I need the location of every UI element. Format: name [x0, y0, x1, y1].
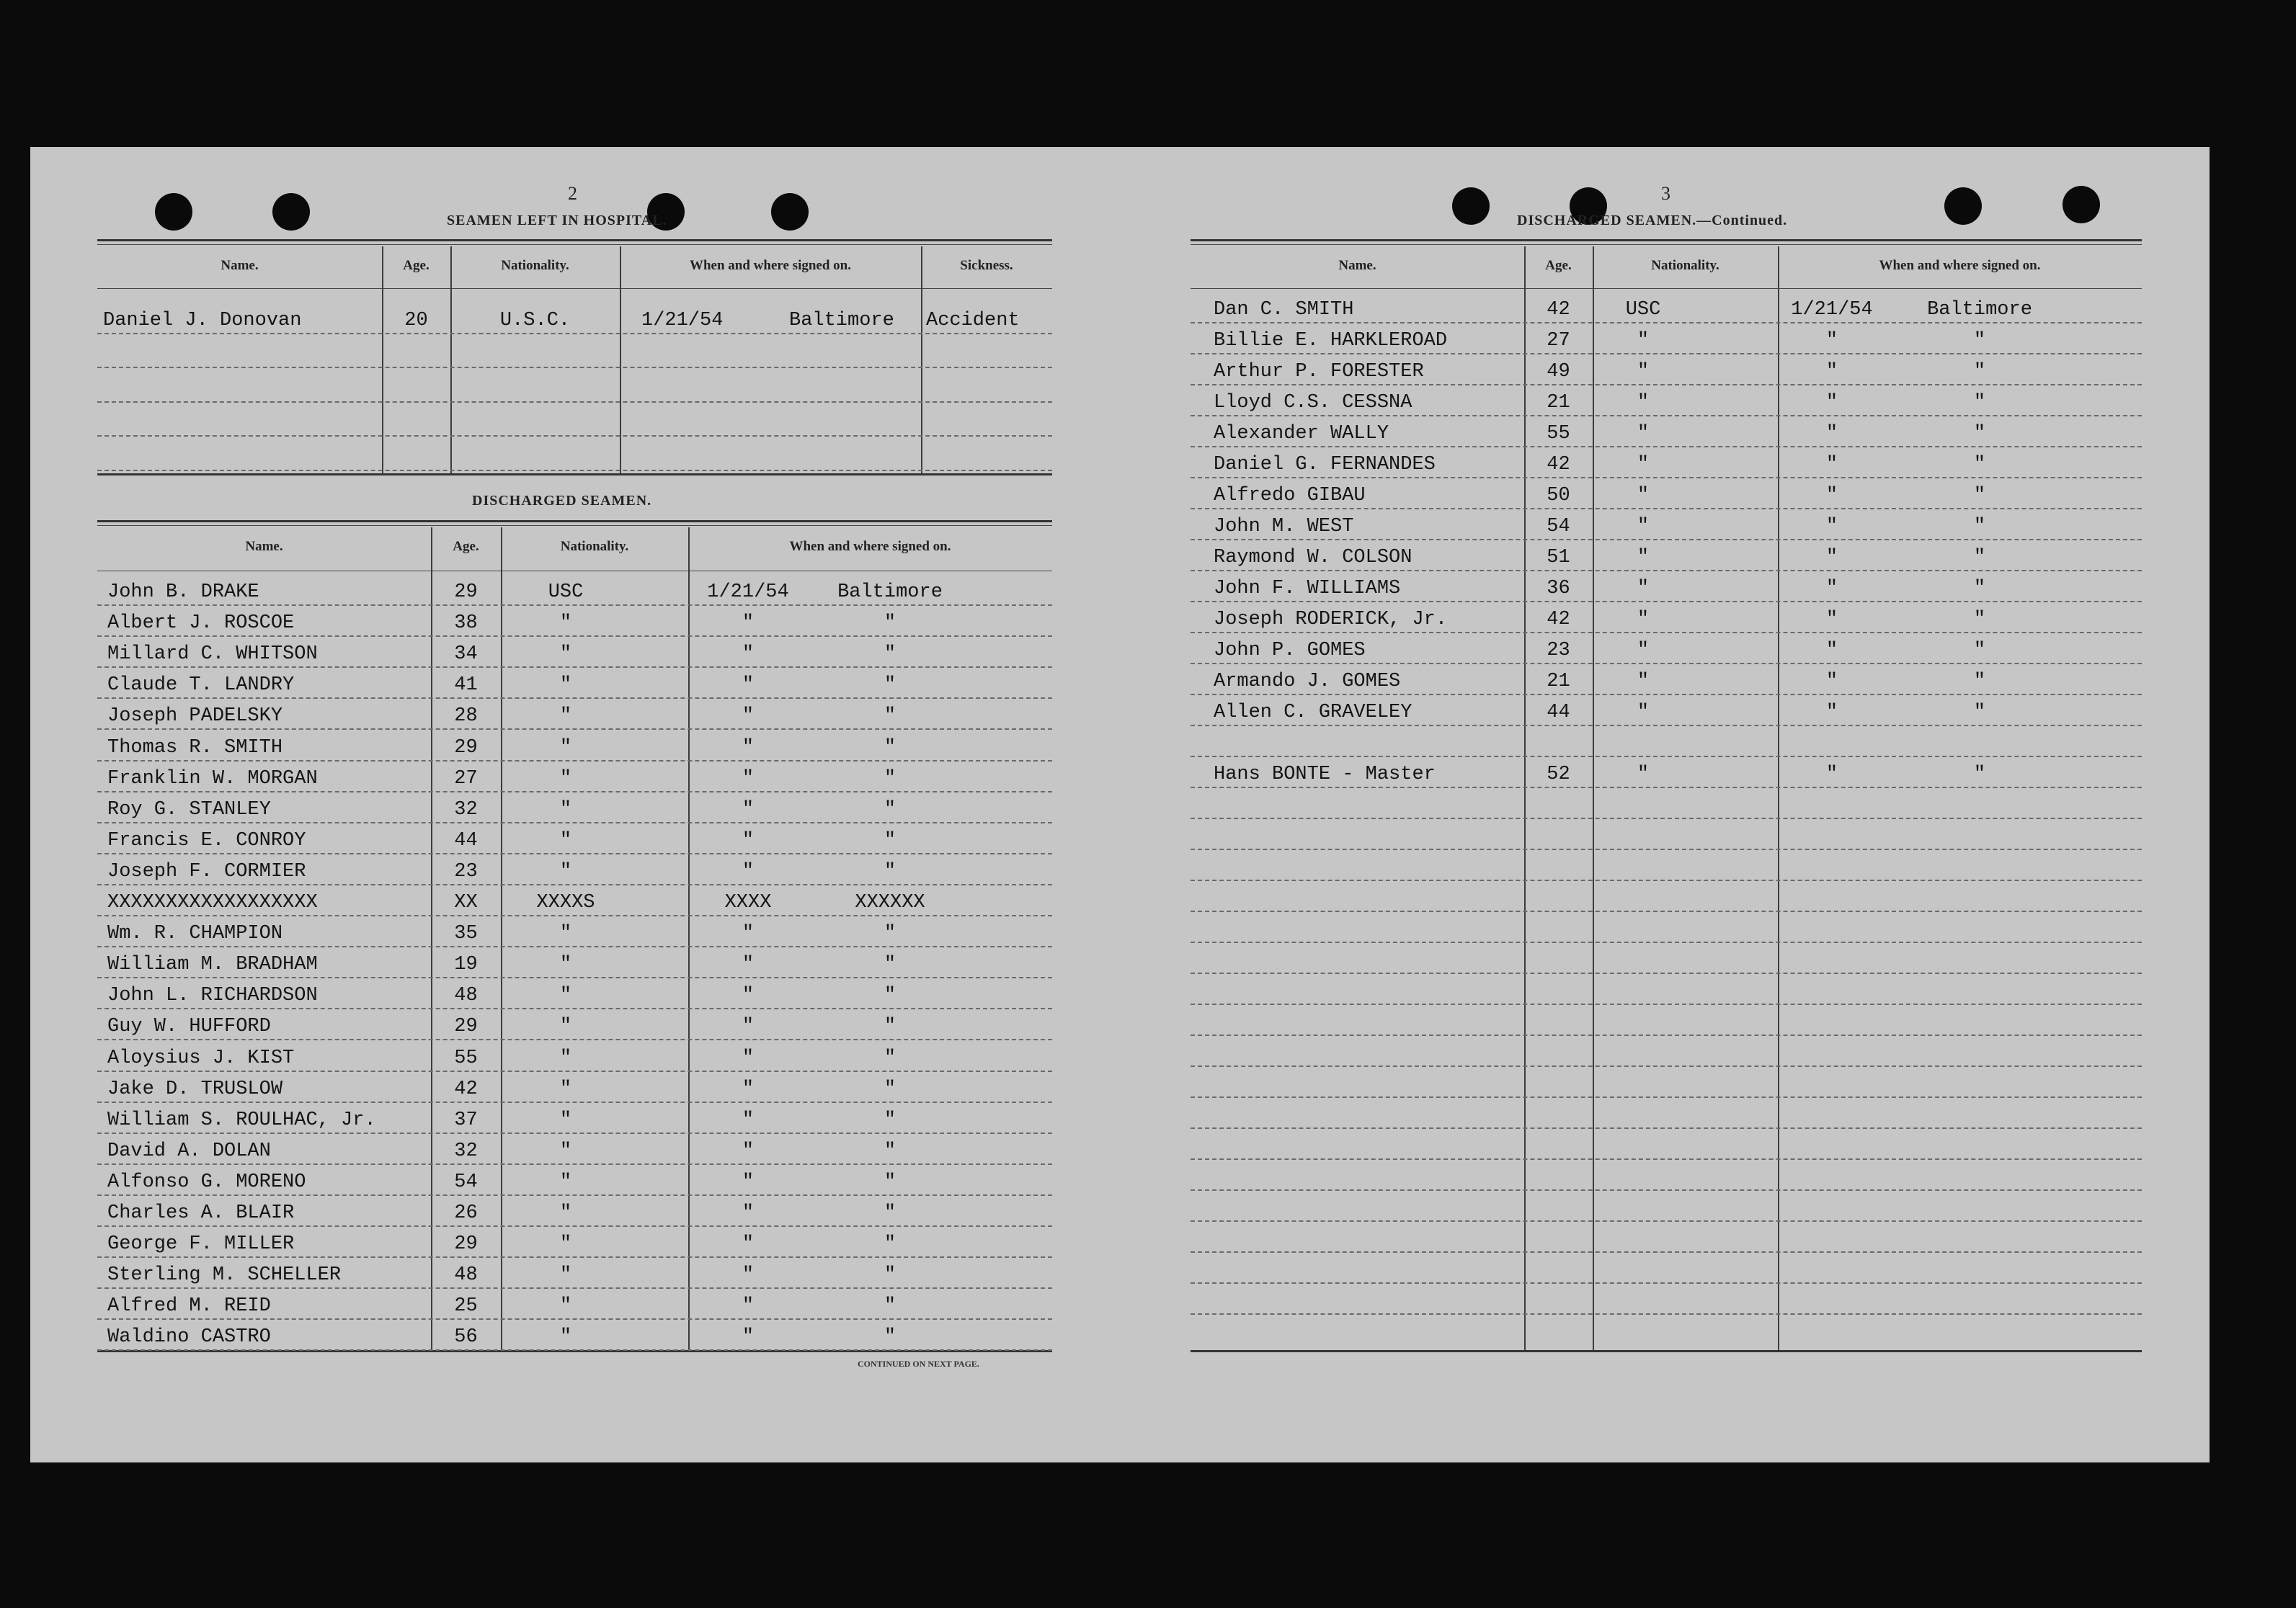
- cell-nationality: ": [559, 705, 572, 728]
- cell-nationality: ": [1637, 330, 1650, 352]
- punch-hole: [272, 193, 310, 231]
- table-row: [97, 666, 1052, 699]
- cell-name: Waldino CASTRO: [107, 1326, 271, 1349]
- cell-place: ": [1973, 671, 1986, 692]
- table-row: [97, 635, 1052, 668]
- cell-age: 29: [454, 1233, 478, 1256]
- table-row: [1191, 601, 2142, 633]
- cell-place: ": [884, 1047, 896, 1069]
- page-number-right: 3: [1661, 183, 1670, 204]
- cell-name: Dan C. SMITH: [1214, 299, 1354, 321]
- cell-name: Raymond W. COLSON: [1214, 547, 1412, 568]
- cell-nationality: ": [559, 1326, 572, 1349]
- col-header-age: Age.: [403, 258, 430, 273]
- cell-age: 54: [1547, 516, 1570, 537]
- cell-place: ": [884, 1171, 896, 1193]
- cell-age: 42: [1547, 454, 1570, 475]
- table-row: [1191, 818, 2142, 850]
- cell-place: ": [884, 1016, 896, 1038]
- hospital-table: [97, 239, 1052, 478]
- cell-name: Franklin W. MORGAN: [107, 767, 318, 790]
- cell-place: ": [884, 954, 896, 976]
- cell-age: 36: [1547, 578, 1570, 599]
- cell-place: ": [884, 612, 896, 635]
- table-row: [1191, 725, 2142, 757]
- cell-name: Claude T. LANDRY: [107, 674, 295, 697]
- table-row: [97, 1040, 1052, 1072]
- col-header-nationality: Nationality.: [1651, 258, 1719, 273]
- cell-date: ": [742, 736, 755, 759]
- cell-date: ": [742, 705, 755, 728]
- cell-date: ": [1825, 423, 1838, 445]
- cell-name: John P. GOMES: [1214, 640, 1366, 661]
- col-header-nationality: Nationality.: [501, 258, 569, 273]
- cell-date: ": [742, 1233, 755, 1256]
- cell-name: Allen C. GRAVELEY: [1214, 702, 1412, 723]
- discharged-continued-title: DISCHARGED SEAMEN.—Continued.: [1517, 213, 1788, 228]
- cell-date: ": [742, 1140, 755, 1162]
- cell-name: Wm. R. CHAMPION: [107, 923, 283, 945]
- cell-name: Albert J. ROSCOE: [107, 612, 295, 635]
- cell-date: 1/21/54: [1791, 299, 1873, 321]
- cell-name: Charles A. BLAIR: [107, 1202, 295, 1225]
- cell-place: ": [884, 923, 896, 945]
- cell-name: Lloyd C.S. CESSNA: [1214, 392, 1412, 414]
- cell-name: Joseph F. CORMIER: [107, 860, 306, 883]
- table-row: [1191, 1066, 2142, 1098]
- col-header-signed-on: When and where signed on.: [689, 258, 851, 273]
- cell-nationality: ": [559, 860, 572, 883]
- table-row: [97, 1163, 1052, 1196]
- cell-name: Guy W. HUFFORD: [107, 1016, 271, 1038]
- table-row: [97, 401, 1052, 437]
- table-row: [97, 760, 1052, 792]
- table-row: [1191, 384, 2142, 416]
- cell-age: 21: [1547, 392, 1570, 414]
- cell-nationality: ": [559, 612, 572, 635]
- cell-date: ": [742, 829, 755, 852]
- punch-hole: [771, 193, 809, 231]
- cell-name: Millard C. WHITSON: [107, 643, 318, 666]
- table-row: [1191, 1189, 2142, 1222]
- cell-place: ": [1973, 764, 1986, 785]
- continued-note: CONTINUED ON NEXT PAGE.: [858, 1359, 979, 1369]
- cell-nationality: ": [1637, 454, 1650, 475]
- table-row: [97, 573, 1052, 606]
- table-row: [97, 853, 1052, 885]
- cell-date: ": [1825, 578, 1838, 599]
- col-header-age: Age.: [453, 539, 479, 554]
- cell-nationality: XXXXS: [536, 892, 595, 914]
- cell-age: 50: [1547, 485, 1570, 506]
- cell-age: 52: [1547, 764, 1570, 785]
- cell-nationality: ": [559, 1233, 572, 1256]
- cell-place: ": [884, 1140, 896, 1162]
- cell-age: 25: [454, 1295, 478, 1318]
- cell-date: 1/21/54: [707, 581, 789, 604]
- cell-place: ": [884, 643, 896, 666]
- table-row: [1191, 1127, 2142, 1160]
- cell-age: 27: [454, 767, 478, 790]
- cell-date: ": [742, 1326, 755, 1349]
- cell-place: ": [1973, 392, 1986, 414]
- table-row: [1191, 477, 2142, 509]
- cell-name: Joseph RODERICK, Jr.: [1214, 609, 1448, 630]
- cell-age: 55: [454, 1047, 478, 1069]
- table-row: [1191, 787, 2142, 819]
- cell-place: ": [884, 1109, 896, 1131]
- cell-name: Daniel J. Donovan: [103, 309, 302, 331]
- cell-date: ": [742, 1109, 755, 1131]
- cell-name: Jake D. TRUSLOW: [107, 1078, 283, 1100]
- cell-name: Sterling M. SCHELLER: [107, 1264, 342, 1287]
- cell-place: ": [884, 1078, 896, 1100]
- cell-nationality: ": [559, 643, 572, 666]
- cell-nationality: ": [559, 1109, 572, 1131]
- table-row: [1191, 291, 2142, 323]
- cell-nationality: ": [1637, 423, 1650, 445]
- cell-name: Billie E. HARKLEROAD: [1214, 330, 1448, 352]
- col-header-signed-on: When and where signed on.: [1879, 258, 2041, 273]
- cell-name: Hans BONTE - Master: [1214, 764, 1436, 785]
- cell-age: 23: [1547, 640, 1570, 661]
- cell-age: 56: [454, 1326, 478, 1349]
- col-header-nationality: Nationality.: [560, 539, 629, 554]
- cell-date: ": [742, 1295, 755, 1318]
- cell-date: ": [1825, 547, 1838, 568]
- cell-place: ": [1973, 423, 1986, 445]
- cell-name: John F. WILLIAMS: [1214, 578, 1401, 599]
- cell-place: ": [884, 1233, 896, 1256]
- cell-age: 42: [1547, 299, 1570, 321]
- cell-name: David A. DOLAN: [107, 1140, 271, 1162]
- cell-place: ": [884, 1264, 896, 1287]
- cell-name: XXXXXXXXXXXXXXXXXX: [107, 892, 318, 914]
- col-header-age: Age.: [1545, 258, 1572, 273]
- cell-place: ": [1973, 547, 1986, 568]
- cell-place: ": [884, 767, 896, 790]
- table-row: [97, 1225, 1052, 1258]
- table-row: [1191, 911, 2142, 943]
- cell-nationality: ": [559, 1202, 572, 1225]
- cell-age: 20: [404, 309, 428, 331]
- table-row: [97, 1256, 1052, 1289]
- cell-date: ": [1825, 702, 1838, 723]
- cell-name: Francis E. CONROY: [107, 829, 306, 852]
- cell-name: Aloysius J. KIST: [107, 1047, 295, 1069]
- cell-nationality: ": [1637, 609, 1650, 630]
- cell-date: ": [1825, 485, 1838, 506]
- table-row: [97, 604, 1052, 637]
- cell-age: 44: [1547, 702, 1570, 723]
- cell-age: 32: [454, 798, 478, 821]
- cell-place: ": [1973, 609, 1986, 630]
- table-row: [97, 915, 1052, 947]
- table-row: [97, 1071, 1052, 1103]
- cell-name: Thomas R. SMITH: [107, 736, 283, 759]
- cell-nationality: USC: [548, 581, 584, 604]
- cell-nationality: ": [1637, 671, 1650, 692]
- table-row: [1191, 694, 2142, 726]
- punch-hole: [2063, 186, 2100, 223]
- cell-nationality: ": [559, 798, 572, 821]
- cell-nationality: ": [559, 1295, 572, 1318]
- cell-place: ": [1973, 578, 1986, 599]
- cell-date: ": [742, 1078, 755, 1100]
- cell-date: ": [742, 954, 755, 976]
- table-row: [97, 1287, 1052, 1320]
- cell-place: ": [884, 674, 896, 697]
- cell-age: 29: [454, 1016, 478, 1038]
- cell-nationality: ": [1637, 547, 1650, 568]
- cell-date: ": [742, 1047, 755, 1069]
- cell-age: 29: [454, 581, 478, 604]
- page-number-left: 2: [568, 183, 577, 204]
- cell-nationality: ": [559, 954, 572, 976]
- cell-nationality: USC: [1625, 299, 1661, 321]
- cell-name: John L. RICHARDSON: [107, 985, 318, 1007]
- cell-place: Baltimore: [1927, 299, 2032, 321]
- cell-name: Joseph PADELSKY: [107, 705, 283, 728]
- cell-place: ": [884, 985, 896, 1007]
- table-row: [1191, 353, 2142, 385]
- cell-age: 28: [454, 705, 478, 728]
- cell-nationality: ": [559, 674, 572, 697]
- cell-nationality: ": [1637, 764, 1650, 785]
- table-row: [1191, 849, 2142, 881]
- cell-name: Alfonso G. MORENO: [107, 1171, 306, 1193]
- cell-place: ": [1973, 330, 1986, 352]
- cell-name: Alfredo GIBAU: [1214, 485, 1366, 506]
- table-row: [97, 435, 1052, 471]
- cell-name: Alfred M. REID: [107, 1295, 271, 1318]
- cell-nationality: ": [1637, 485, 1650, 506]
- cell-nationality: ": [1637, 578, 1650, 599]
- cell-age: 41: [454, 674, 478, 697]
- cell-nationality: ": [559, 1140, 572, 1162]
- cell-date: 1/21/54: [641, 309, 724, 331]
- cell-name: George F. MILLER: [107, 1233, 295, 1256]
- table-row: [1191, 663, 2142, 695]
- cell-age: 27: [1547, 330, 1570, 352]
- cell-nationality: ": [559, 1016, 572, 1038]
- discharged-table-right: [1191, 239, 2142, 1354]
- cell-date: ": [742, 923, 755, 945]
- cell-date: ": [1825, 764, 1838, 785]
- cell-age: 48: [454, 985, 478, 1007]
- cell-age: 54: [454, 1171, 478, 1193]
- cell-place: ": [1973, 454, 1986, 475]
- cell-place: ": [1973, 485, 1986, 506]
- table-row: [97, 822, 1052, 854]
- table-row: [97, 367, 1052, 403]
- cell-age: 21: [1547, 671, 1570, 692]
- table-row: [1191, 415, 2142, 447]
- cell-date: ": [742, 1171, 755, 1193]
- cell-age: 42: [1547, 609, 1570, 630]
- cell-date: ": [1825, 392, 1838, 414]
- table-row: [97, 1102, 1052, 1134]
- cell-age: XX: [454, 892, 478, 914]
- cell-nationality: ": [559, 985, 572, 1007]
- cell-age: 44: [454, 829, 478, 852]
- cell-place: ": [884, 705, 896, 728]
- cell-date: ": [742, 1264, 755, 1287]
- table-row: [1191, 508, 2142, 540]
- cell-place: ": [884, 1295, 896, 1318]
- punch-hole: [155, 193, 192, 231]
- table-row: [1191, 1220, 2142, 1253]
- cell-place: ": [884, 1326, 896, 1349]
- table-row: [1191, 973, 2142, 1005]
- table-row: [97, 298, 1052, 334]
- table-row: [1191, 942, 2142, 974]
- cell-place: ": [1973, 640, 1986, 661]
- table-row: [97, 1008, 1052, 1040]
- discharged-table-left: [97, 520, 1052, 1354]
- table-row: [97, 946, 1052, 978]
- cell-name: Alexander WALLY: [1214, 423, 1389, 445]
- cell-age: 38: [454, 612, 478, 635]
- table-row: [97, 1318, 1052, 1351]
- cell-nationality: ": [1637, 516, 1650, 537]
- table-row: [1191, 322, 2142, 354]
- cell-place: XXXXXX: [855, 892, 925, 914]
- cell-name: Arthur P. FORESTER: [1214, 361, 1424, 383]
- cell-name: Daniel G. FERNANDES: [1214, 454, 1436, 475]
- cell-nationality: ": [559, 829, 572, 852]
- cell-age: 23: [454, 860, 478, 883]
- cell-place: ": [884, 798, 896, 821]
- cell-nationality: U.S.C.: [499, 309, 571, 331]
- cell-age: 32: [454, 1140, 478, 1162]
- cell-name: William M. BRADHAM: [107, 954, 318, 976]
- cell-date: ": [1825, 640, 1838, 661]
- discharged-section-title: DISCHARGED SEAMEN.: [472, 493, 652, 509]
- cell-nationality: ": [1637, 702, 1650, 723]
- cell-age: 35: [454, 923, 478, 945]
- hospital-section-title: SEAMEN LEFT IN HOSPITAL.: [447, 213, 667, 228]
- cell-date: ": [1825, 330, 1838, 352]
- cell-name: John B. DRAKE: [107, 581, 259, 604]
- table-row: [1191, 1035, 2142, 1067]
- table-row: [97, 977, 1052, 1009]
- table-row: [97, 729, 1052, 761]
- cell-nationality: ": [559, 923, 572, 945]
- cell-age: 55: [1547, 423, 1570, 445]
- cell-date: ": [742, 860, 755, 883]
- cell-age: 34: [454, 643, 478, 666]
- table-row: [97, 1194, 1052, 1227]
- cell-date: ": [1825, 609, 1838, 630]
- cell-date: ": [1825, 454, 1838, 475]
- cell-nationality: ": [559, 736, 572, 759]
- cell-name: John M. WEST: [1214, 516, 1354, 537]
- col-header-signed-on: When and where signed on.: [789, 539, 951, 554]
- cell-date: ": [742, 612, 755, 635]
- cell-age: 48: [454, 1264, 478, 1287]
- cell-date: ": [742, 643, 755, 666]
- cell-nationality: ": [1637, 361, 1650, 383]
- cell-place: ": [1973, 516, 1986, 537]
- table-row: [1191, 1282, 2142, 1315]
- cell-place: ": [884, 860, 896, 883]
- col-header-sickness: Sickness.: [960, 258, 1013, 273]
- cell-date: ": [1825, 516, 1838, 537]
- cell-place: ": [1973, 702, 1986, 723]
- cell-name: William S. ROULHAC, Jr.: [107, 1109, 376, 1131]
- col-header-name: Name.: [245, 539, 283, 554]
- cell-age: 49: [1547, 361, 1570, 383]
- cell-age: 37: [454, 1109, 478, 1131]
- cell-place: Baltimore: [837, 581, 943, 604]
- table-row: [1191, 570, 2142, 602]
- table-row: [1191, 880, 2142, 912]
- table-row: [1191, 632, 2142, 664]
- cell-place: ": [884, 736, 896, 759]
- cell-date: ": [742, 1016, 755, 1038]
- cell-nationality: ": [559, 1047, 572, 1069]
- cell-date: XXXX: [724, 892, 772, 914]
- cell-date: ": [742, 674, 755, 697]
- cell-place: ": [884, 1202, 896, 1225]
- cell-date: ": [1825, 361, 1838, 383]
- col-header-name: Name.: [1338, 258, 1376, 273]
- cell-date: ": [742, 767, 755, 790]
- cell-date: ": [742, 985, 755, 1007]
- table-row: [1191, 539, 2142, 571]
- cell-age: 26: [454, 1202, 478, 1225]
- table-row: [1191, 1158, 2142, 1191]
- table-row: [1191, 1004, 2142, 1036]
- cell-nationality: ": [559, 1078, 572, 1100]
- cell-age: 42: [454, 1078, 478, 1100]
- cell-sickness: Accident: [926, 309, 1020, 331]
- table-row: [97, 333, 1052, 369]
- cell-name: Armando J. GOMES: [1214, 671, 1401, 692]
- table-row: [97, 697, 1052, 730]
- cell-age: 19: [454, 954, 478, 976]
- cell-date: ": [742, 798, 755, 821]
- table-row: [97, 791, 1052, 823]
- cell-place: ": [1973, 361, 1986, 383]
- punch-hole: [1452, 187, 1490, 225]
- table-row: [97, 1133, 1052, 1165]
- table-row: [1191, 756, 2142, 788]
- cell-nationality: ": [1637, 640, 1650, 661]
- cell-place: Baltimore: [789, 309, 894, 331]
- table-row: [1191, 1251, 2142, 1284]
- cell-nationality: ": [559, 1264, 572, 1287]
- punch-hole: [1944, 187, 1982, 225]
- table-row: [97, 884, 1052, 916]
- col-header-name: Name.: [221, 258, 259, 273]
- cell-name: Roy G. STANLEY: [107, 798, 271, 821]
- cell-age: 29: [454, 736, 478, 759]
- cell-place: ": [884, 829, 896, 852]
- cell-age: 51: [1547, 547, 1570, 568]
- table-row: [1191, 446, 2142, 478]
- cell-nationality: ": [1637, 392, 1650, 414]
- cell-nationality: ": [559, 1171, 572, 1193]
- cell-nationality: ": [559, 767, 572, 790]
- cell-date: ": [742, 1202, 755, 1225]
- cell-date: ": [1825, 671, 1838, 692]
- table-row: [1191, 1096, 2142, 1129]
